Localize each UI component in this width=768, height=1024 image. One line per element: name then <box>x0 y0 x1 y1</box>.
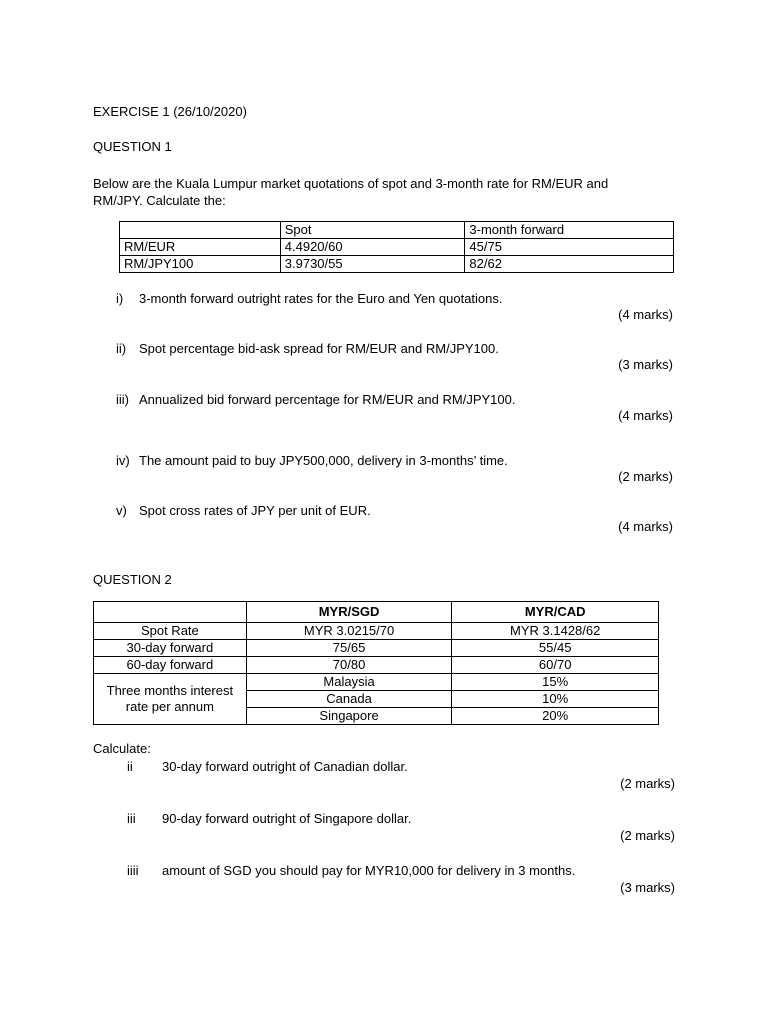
table-cell: 60-day forward <box>94 657 247 674</box>
table-row <box>94 623 659 640</box>
table-cell: 20% <box>452 708 659 725</box>
table-cell: 10% <box>452 691 659 708</box>
table-cell: RM/JPY100 <box>120 256 281 273</box>
table-cell: 82/62 <box>465 256 674 273</box>
question-2-heading: QUESTION 2 <box>93 572 172 587</box>
item-number: ii) <box>116 341 127 356</box>
table-row <box>94 674 659 691</box>
question-1-heading: QUESTION 1 <box>93 139 172 154</box>
item-text: The amount paid to buy JPY500,000, delivery in 3-months’ time. <box>139 453 508 468</box>
item-text: Spot percentage bid-ask spread for RM/EUR and RM/JPY100. <box>139 341 499 356</box>
item-number: v) <box>116 503 127 518</box>
table-cell: 45/75 <box>465 239 674 256</box>
item-number: i) <box>116 291 124 306</box>
table-cell: 60/70 <box>452 657 659 674</box>
table-cell: 4.4920/60 <box>280 239 465 256</box>
table-cell: Spot Rate <box>94 623 247 640</box>
item-marks: (2 marks) <box>618 469 673 484</box>
table-cell: RM/EUR <box>120 239 281 256</box>
item-number: ii <box>127 759 133 774</box>
item-text: amount of SGD you should pay for MYR10,000 for delivery in 3 months. <box>162 863 576 878</box>
item-marks: (4 marks) <box>618 307 673 322</box>
table-row <box>94 657 659 674</box>
table-cell: 15% <box>452 674 659 691</box>
table-cell: MYR 3.1428/62 <box>452 623 659 640</box>
table-header-row <box>120 222 674 239</box>
table-cell: 55/45 <box>452 640 659 657</box>
exercise-title: EXERCISE 1 (26/10/2020) <box>93 104 247 119</box>
item-text: 30-day forward outright of Canadian dollar. <box>162 759 408 774</box>
item-text: Spot cross rates of JPY per unit of EUR. <box>139 503 371 518</box>
item-marks: (4 marks) <box>618 519 673 534</box>
interest-rate-label: Three months interest rate per annum <box>94 674 247 725</box>
item-number: iiii <box>127 863 139 878</box>
item-marks: (2 marks) <box>620 828 675 843</box>
item-text: Annualized bid forward percentage for RM/EUR and RM/JPY100. <box>139 392 516 407</box>
item-marks: (3 marks) <box>618 357 673 372</box>
table-cell: 3-month forward <box>465 222 674 239</box>
table-cell: 30-day forward <box>94 640 247 657</box>
question-1-intro-cont: RM/JPY. Calculate the: <box>93 193 226 208</box>
item-number: iii) <box>116 392 129 407</box>
table-cell: 70/80 <box>246 657 452 674</box>
calculate-label: Calculate: <box>93 741 151 756</box>
table-row <box>120 239 674 256</box>
table-cell: 3.9730/55 <box>280 256 465 273</box>
question-1-intro: Below are the Kuala Lumpur market quotations of spot and 3-month rate for RM/EUR and <box>93 176 609 191</box>
exchange-rate-table <box>93 601 659 725</box>
item-text: 90-day forward outright of Singapore dollar. <box>162 811 412 826</box>
item-marks: (4 marks) <box>618 408 673 423</box>
table-header-row <box>94 602 659 623</box>
item-number: iv) <box>116 453 130 468</box>
table-cell: Singapore <box>246 708 452 725</box>
table-cell: Canada <box>246 691 452 708</box>
table-cell: Spot <box>280 222 465 239</box>
item-marks: (3 marks) <box>620 880 675 895</box>
item-number: iii <box>127 811 136 826</box>
table-cell: Malaysia <box>246 674 452 691</box>
table-row <box>94 640 659 657</box>
table-cell <box>120 222 281 239</box>
item-text: 3-month forward outright rates for the Euro and Yen quotations. <box>139 291 503 306</box>
table-cell: MYR 3.0215/70 <box>246 623 452 640</box>
table-cell: 75/65 <box>246 640 452 657</box>
table-row <box>120 256 674 273</box>
table-cell: MYR/CAD <box>452 602 659 623</box>
table-cell: MYR/SGD <box>246 602 452 623</box>
item-marks: (2 marks) <box>620 776 675 791</box>
table-cell <box>94 602 247 623</box>
quotation-table <box>119 221 674 273</box>
